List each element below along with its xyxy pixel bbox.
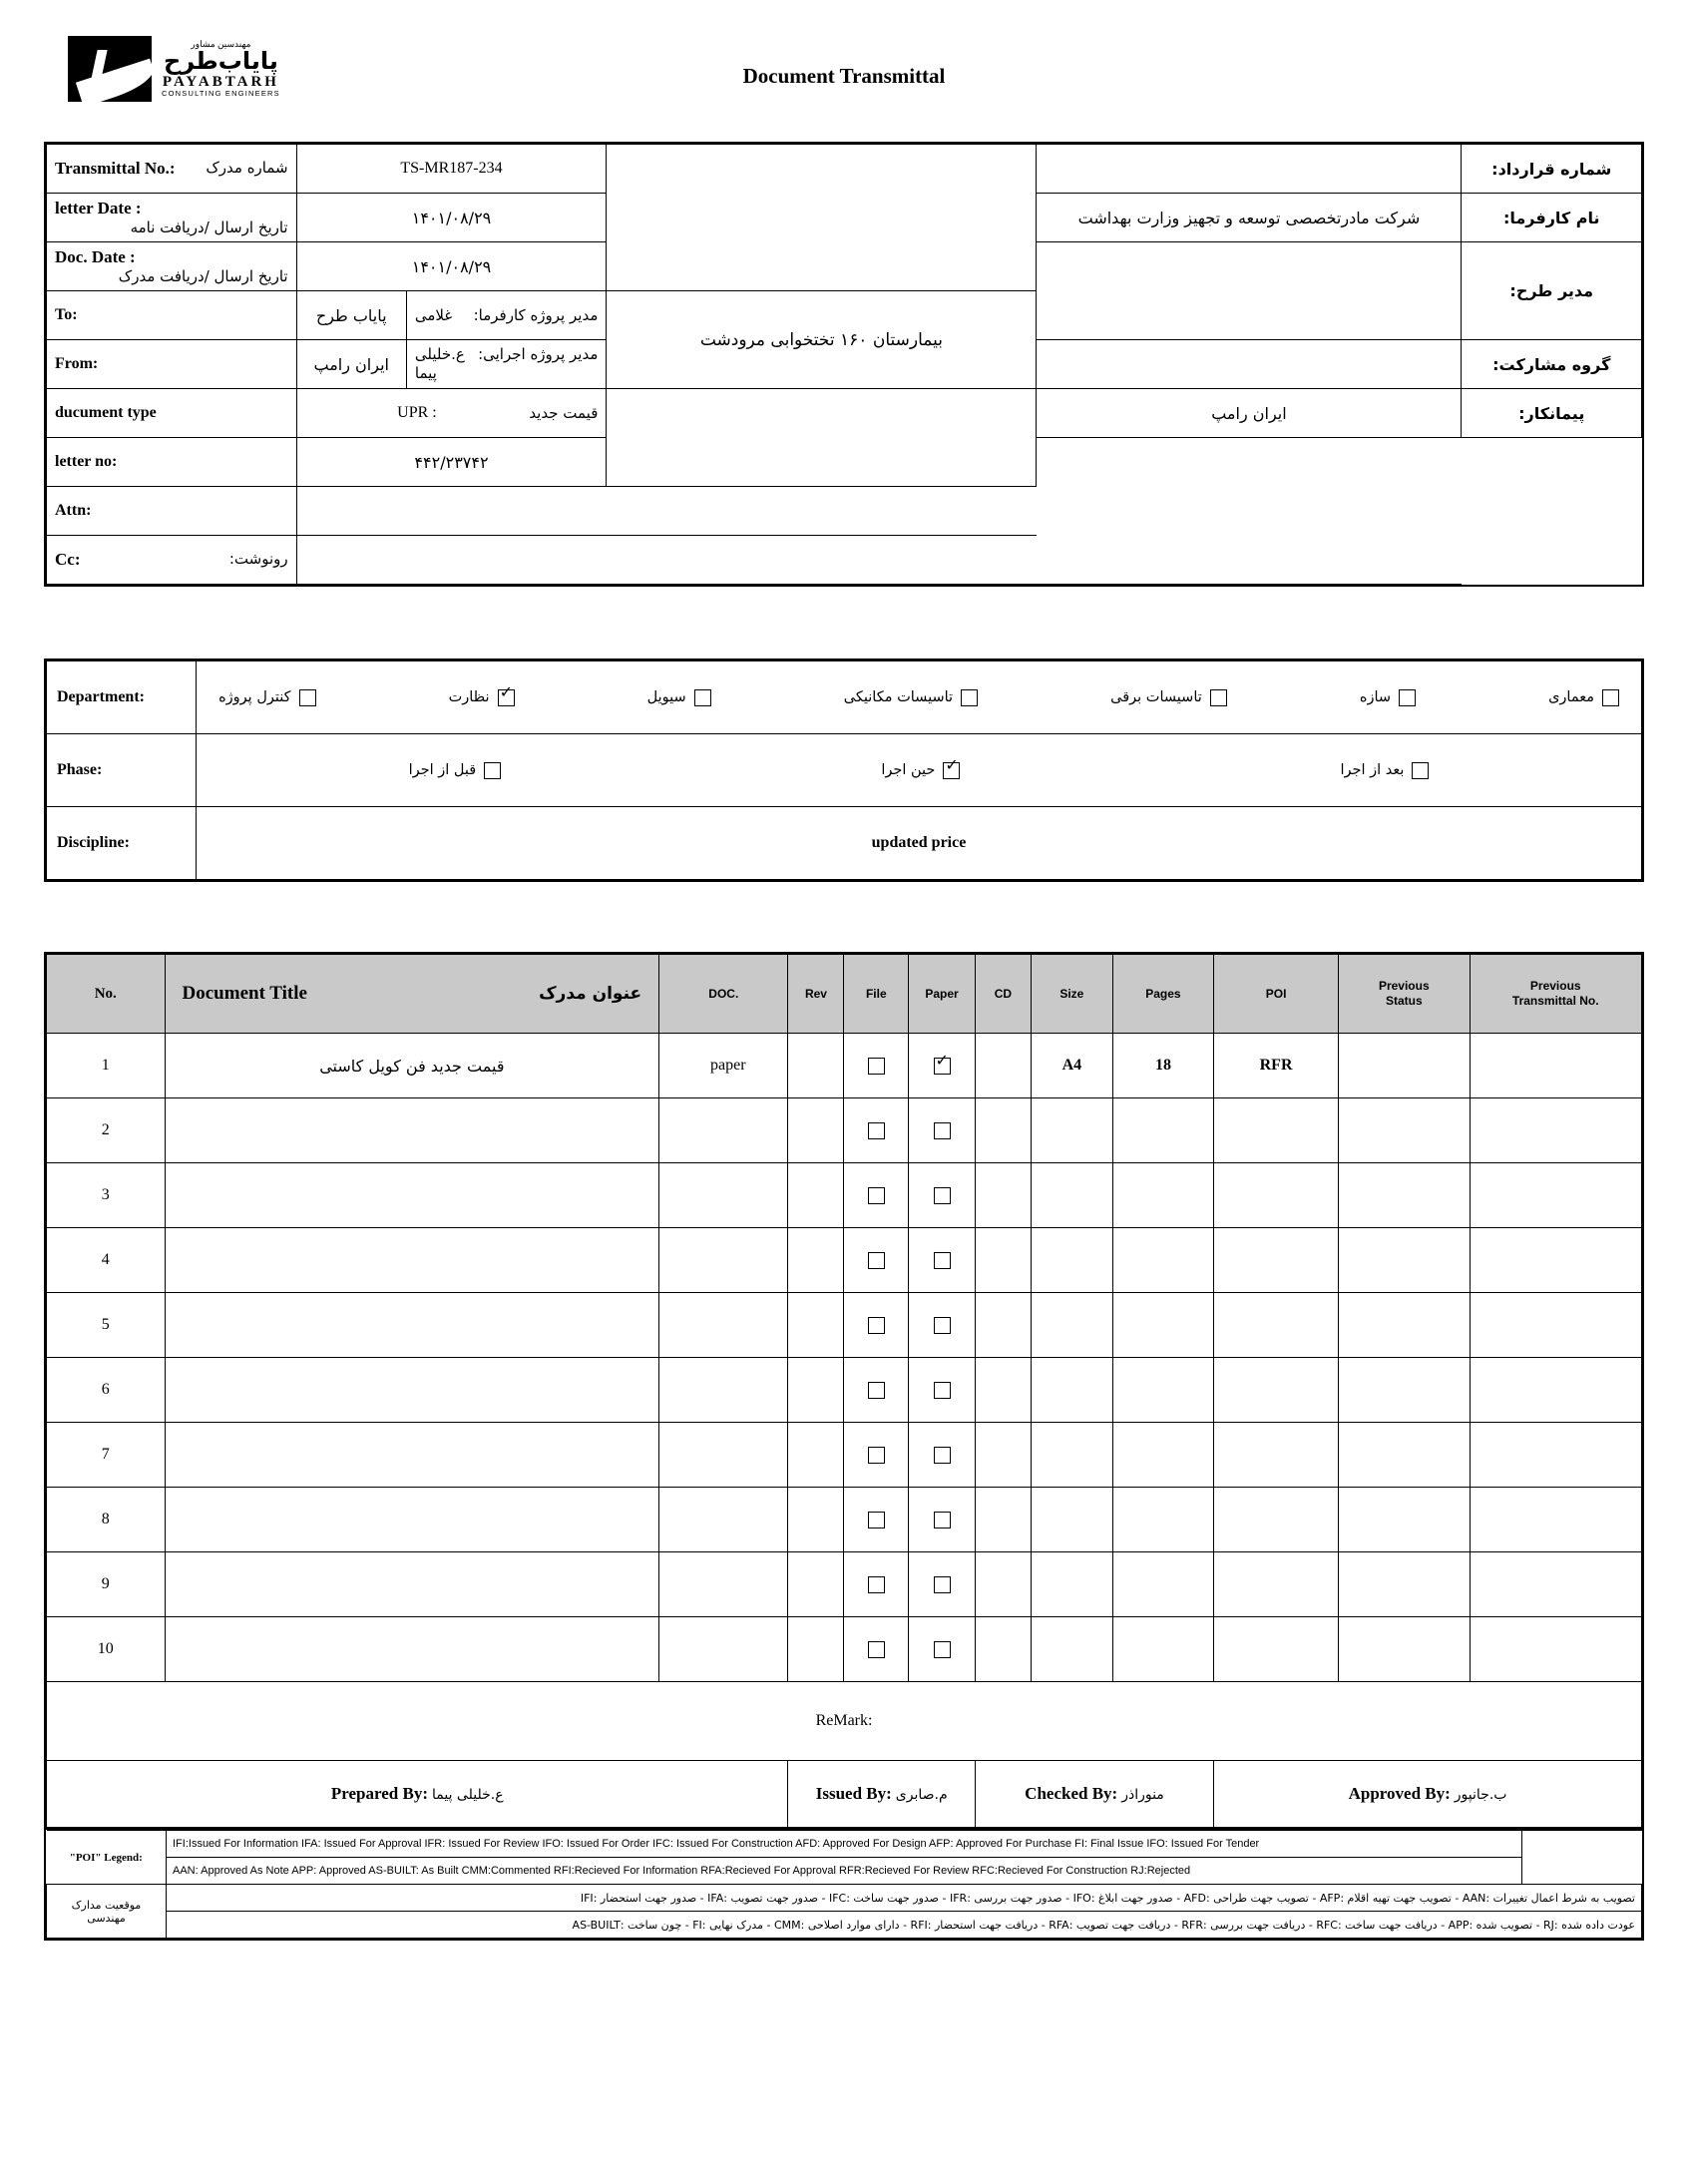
table-row — [47, 1228, 1642, 1293]
row-paper[interactable] — [909, 1552, 976, 1617]
project-manager-value — [1037, 242, 1462, 340]
row-cd — [975, 1163, 1031, 1228]
header-previous-status: Previous Status — [1339, 955, 1470, 1034]
employer-name-value: شرکت مادرتخصصی توسعه و تجهیز وزارت بهداشت — [1037, 194, 1462, 242]
dept-check-civil[interactable] — [647, 689, 711, 706]
row-paper[interactable] — [909, 1228, 976, 1293]
row-rev — [788, 1552, 844, 1617]
row-prev-status — [1339, 1034, 1470, 1098]
row-prev-transmittal — [1470, 1293, 1641, 1358]
row-poi — [1214, 1617, 1339, 1682]
row-title — [165, 1423, 659, 1488]
checkbox-icon[interactable] — [484, 762, 501, 779]
checkbox-icon[interactable] — [934, 1641, 951, 1658]
checkbox-icon[interactable] — [934, 1317, 951, 1334]
header-size: Size — [1031, 955, 1112, 1034]
row-cd — [975, 1552, 1031, 1617]
row-size: A4 — [1031, 1034, 1112, 1098]
row-title — [165, 1358, 659, 1423]
letter-date-value: ۱۴۰۱/۰۸/۲۹ — [296, 194, 607, 242]
phase-checkboxes — [197, 734, 1642, 807]
row-cd — [975, 1617, 1031, 1682]
row-paper[interactable] — [909, 1617, 976, 1682]
row-no: 9 — [47, 1552, 166, 1617]
legend-side-blank — [1522, 1831, 1642, 1885]
row-prev-status — [1339, 1293, 1470, 1358]
checkbox-icon[interactable] — [961, 689, 978, 706]
remark-cell — [47, 1682, 1642, 1761]
row-pages — [1112, 1423, 1213, 1488]
checkbox-icon[interactable] — [934, 1576, 951, 1593]
letter-no-value: ۴۴۲/۲۳۷۴۲ — [296, 438, 607, 487]
discipline-label: Discipline: — [47, 807, 197, 880]
phase-row — [47, 734, 1642, 807]
discipline-row — [47, 807, 1642, 880]
dept-label-electrical: تاسیسات برقی — [1110, 689, 1202, 705]
phase-label-after: بعد از اجرا — [1340, 762, 1405, 778]
row-poi — [1214, 1163, 1339, 1228]
checkbox-icon[interactable] — [934, 1382, 951, 1399]
legend-row — [47, 1912, 1642, 1939]
transmittal-no-label: Transmittal No.: شماره مدرک — [47, 145, 297, 194]
row-title — [165, 1552, 659, 1617]
row-prev-transmittal — [1470, 1034, 1641, 1098]
row-no: 4 — [47, 1228, 166, 1293]
row-no: 5 — [47, 1293, 166, 1358]
legend-line-3: تصویب به شرط اعمال تغییرات :AAN - تصویب جهت تهیه اقلام :AFP - تصویب جهت طراحی :AFD - صدور جهت ابلاغ :IFO - صدور جهت بررسی :IFR - صدور جهت ساخت :IFC - صدور جهت تصویب :IFA - صدور جهت استحضار :IFI — [167, 1885, 1642, 1912]
row-doc — [659, 1293, 788, 1358]
row-title: قیمت جدید فن کویل کاستی — [165, 1034, 659, 1098]
employer-pm-cell: مدیر پروژه کارفرما: غلامی — [406, 291, 607, 340]
checked-by-cell — [975, 1761, 1213, 1828]
legend-line-2: AAN: Approved As Note APP: Approved AS-BUILT: As Built CMM:Commented RFI:Recieved For Information RFA:Recieved For Approval RFR:Recieved For Review RFC:Recieved For Construction RJ:Rejected — [167, 1858, 1522, 1885]
attn-value — [296, 487, 1462, 536]
row-size — [1031, 1098, 1112, 1163]
row-title — [165, 1617, 659, 1682]
row-no: 6 — [47, 1358, 166, 1423]
approved-by-cell — [1214, 1761, 1642, 1828]
page-header — [44, 28, 1644, 136]
header-poi: POI — [1214, 955, 1339, 1034]
row-poi — [1214, 1293, 1339, 1358]
row-prev-status — [1339, 1098, 1470, 1163]
row-file[interactable] — [844, 1488, 909, 1552]
checkbox-icon[interactable] — [299, 689, 316, 706]
row-rev — [788, 1423, 844, 1488]
row-pages — [1112, 1488, 1213, 1552]
department-block — [44, 658, 1644, 882]
row-paper[interactable] — [909, 1098, 976, 1163]
row-size — [1031, 1228, 1112, 1293]
row-doc — [659, 1228, 788, 1293]
row-doc: paper — [659, 1034, 788, 1098]
checkbox-icon[interactable] — [868, 1058, 885, 1075]
logo-line-1: مهندسين مشاور — [191, 38, 251, 49]
checkbox-icon-checked[interactable] — [498, 689, 515, 706]
doc-date-value: ۱۴۰۱/۰۸/۲۹ — [296, 242, 607, 291]
checkbox-icon[interactable] — [1602, 689, 1619, 706]
row-rev — [788, 1293, 844, 1358]
header-file: File — [844, 955, 909, 1034]
header-no: No. — [47, 955, 166, 1034]
header-document-title — [165, 955, 659, 1034]
document-table-body — [47, 1034, 1642, 1828]
table-row — [47, 1423, 1642, 1488]
checkbox-icon[interactable] — [868, 1252, 885, 1269]
legend-line-1: IFI:Issued For Information IFA: Issued For Approval IFR: Issued For Review IFO: Issued For Order IFC: Issued For Construction AFD: Approved For Design AFP: Approved For Purchase FI: Final Issue IFO: Issued For Tender — [167, 1831, 1522, 1858]
checkbox-icon[interactable] — [934, 1252, 951, 1269]
row-cd — [975, 1423, 1031, 1488]
department-checkboxes — [197, 661, 1642, 734]
legend-side-label: موقعیت مدارک مهندسی — [47, 1885, 167, 1939]
row-paper[interactable] — [909, 1358, 976, 1423]
header-title-en: Document Title — [182, 983, 307, 1004]
attn-label: Attn: — [47, 487, 297, 536]
row-poi — [1214, 1552, 1339, 1617]
row-size — [1031, 1552, 1112, 1617]
phase-label-before: قبل از اجرا — [408, 762, 477, 778]
signature-row — [47, 1761, 1642, 1828]
cc-label: Cc: رونوشت: — [47, 536, 297, 585]
project-cell-bottom — [607, 389, 1037, 487]
header-title-fa: عنوان مدرک — [539, 984, 642, 1004]
row-file[interactable] — [844, 1358, 909, 1423]
row-doc — [659, 1552, 788, 1617]
row-poi: RFR — [1214, 1034, 1339, 1098]
row-prev-status — [1339, 1423, 1470, 1488]
approved-by-value: ب.جانپور — [1454, 1787, 1507, 1803]
row-doc — [659, 1488, 788, 1552]
row-title — [165, 1488, 659, 1552]
row-file[interactable] — [844, 1163, 909, 1228]
checkbox-icon[interactable] — [934, 1122, 951, 1139]
table-row — [47, 1488, 1642, 1552]
header-cd: CD — [975, 955, 1031, 1034]
row-no: 7 — [47, 1423, 166, 1488]
legend-title: "POI" Legend: — [47, 1831, 167, 1885]
row-prev-transmittal — [1470, 1423, 1641, 1488]
letter-date-label: letter Date : تاریخ ارسال /دریافت نامه — [47, 194, 297, 242]
dept-label-memari: معماری — [1548, 689, 1594, 705]
letter-no-label: letter no: — [47, 438, 297, 487]
issued-by-label: Issued By: — [815, 1784, 892, 1803]
row-pages — [1112, 1358, 1213, 1423]
row-prev-status — [1339, 1488, 1470, 1552]
dept-check-memari[interactable] — [1548, 689, 1619, 706]
dept-label-project-control: کنترل پروژه — [218, 689, 291, 705]
phase-check-after[interactable] — [1341, 762, 1430, 779]
row-rev — [788, 1034, 844, 1098]
row-pages — [1112, 1552, 1213, 1617]
dept-check-electrical[interactable] — [1110, 689, 1227, 706]
row-poi — [1214, 1488, 1339, 1552]
legend-row — [47, 1885, 1642, 1912]
row-pages — [1112, 1098, 1213, 1163]
prepared-by-value: ع.خلیلی پیما — [432, 1787, 504, 1803]
project-manager-label: مدیر طرح: — [1462, 242, 1642, 340]
row-no: 3 — [47, 1163, 166, 1228]
row-file[interactable] — [844, 1552, 909, 1617]
row-size — [1031, 1488, 1112, 1552]
checkbox-icon[interactable] — [868, 1122, 885, 1139]
checkbox-icon[interactable] — [934, 1512, 951, 1529]
row-prev-transmittal — [1470, 1617, 1641, 1682]
row-prev-status — [1339, 1552, 1470, 1617]
transmittal-info-block — [44, 142, 1644, 587]
row-file[interactable] — [844, 1228, 909, 1293]
logo-line-4: CONSULTING ENGINEERS — [162, 89, 280, 99]
row-poi — [1214, 1423, 1339, 1488]
row-no: 8 — [47, 1488, 166, 1552]
row-cd — [975, 1098, 1031, 1163]
row-file[interactable] — [844, 1293, 909, 1358]
row-size — [1031, 1617, 1112, 1682]
checkbox-icon[interactable] — [934, 1187, 951, 1204]
issued-by-value: م.صابری — [895, 1787, 948, 1803]
document-table-block — [44, 952, 1644, 1830]
document-table-header-row — [47, 955, 1642, 1034]
remark-row — [47, 1682, 1642, 1761]
row-rev — [788, 1163, 844, 1228]
checkbox-icon-checked[interactable] — [943, 762, 960, 779]
row-prev-status — [1339, 1617, 1470, 1682]
row-cd — [975, 1293, 1031, 1358]
row-cd — [975, 1358, 1031, 1423]
phase-checkbox-row — [207, 762, 1631, 779]
row-file[interactable] — [844, 1423, 909, 1488]
row-doc — [659, 1358, 788, 1423]
row-prev-transmittal — [1470, 1358, 1641, 1423]
legend-row — [47, 1831, 1642, 1858]
checkbox-icon[interactable] — [934, 1447, 951, 1464]
row-poi — [1214, 1358, 1339, 1423]
legend-line-4: عودت داده شده :RJ - تصویب شده :APP - دریافت جهت ساخت :RFC - دریافت جهت بررسی :RFR - دریافت جهت تصویب :RFA - دریافت جهت استحضار :RFI - دارای موارد اصلاحی :CMM - مدرک نهایی :FI - چون ساخت :AS-BUILT — [167, 1912, 1642, 1939]
to-label: To: — [47, 291, 297, 340]
table-row — [47, 1163, 1642, 1228]
row-cd — [975, 1034, 1031, 1098]
row-cd — [975, 1488, 1031, 1552]
dept-check-supervision[interactable] — [449, 689, 515, 706]
prepared-by-cell — [47, 1761, 788, 1828]
header-rev: Rev — [788, 955, 844, 1034]
issued-by-cell — [788, 1761, 975, 1828]
row-doc — [659, 1163, 788, 1228]
row-prev-status — [1339, 1358, 1470, 1423]
department-row — [47, 661, 1642, 734]
project-name: بیمارستان ۱۶۰ تختخوابی مرودشت — [607, 291, 1037, 389]
page-title: Document Transmittal — [742, 64, 946, 88]
row-no: 1 — [47, 1034, 166, 1098]
row-title — [165, 1163, 659, 1228]
table-row — [47, 1293, 1642, 1358]
contractor-value: ایران رامپ — [1037, 389, 1462, 438]
phase-label-during: حین اجرا — [881, 762, 936, 778]
row-doc — [659, 1423, 788, 1488]
row-prev-transmittal — [1470, 1163, 1641, 1228]
row-pages: 18 — [1112, 1034, 1213, 1098]
cc-value — [296, 536, 1462, 585]
table-row — [47, 1098, 1642, 1163]
checkbox-icon[interactable] — [868, 1382, 885, 1399]
checkbox-icon[interactable] — [868, 1447, 885, 1464]
phase-check-before[interactable] — [409, 762, 502, 779]
phase-label: Phase: — [47, 734, 197, 807]
header-previous-transmittal: Previous Transmittal No. — [1470, 955, 1641, 1034]
dept-label-civil: سیویل — [646, 689, 686, 705]
dept-label-mechanical: تاسیسات مکانیکی — [843, 689, 954, 705]
row-size — [1031, 1163, 1112, 1228]
discipline-value: updated price — [197, 807, 1642, 880]
table-row — [47, 1034, 1642, 1098]
dept-check-sazeh[interactable] — [1360, 689, 1416, 706]
checkbox-icon[interactable] — [868, 1317, 885, 1334]
transmittal-no-value: TS-MR187-234 — [296, 145, 607, 194]
table-row — [47, 1552, 1642, 1617]
dept-check-mechanical[interactable] — [844, 689, 978, 706]
prepared-by-label: Prepared By: — [330, 1784, 428, 1803]
doc-date-label: Doc. Date : تاریخ ارسال /دریافت مدرک — [47, 242, 297, 291]
contractor-label: پیمانکار: — [1462, 389, 1642, 438]
document-table — [46, 954, 1642, 1828]
checkbox-icon-checked[interactable] — [934, 1058, 951, 1075]
executive-pm-cell: مدیر پروژه اجرایی: ع.خلیلی پیما — [406, 340, 607, 389]
dept-label-supervision: نظارت — [448, 689, 490, 705]
project-cell — [607, 145, 1037, 291]
checked-by-value: منوراذر — [1121, 1787, 1164, 1803]
info-row — [47, 487, 1642, 536]
to-value: پایاب طرح — [296, 291, 406, 340]
row-pages — [1112, 1617, 1213, 1682]
department-checkbox-row — [207, 689, 1631, 706]
table-row — [47, 1358, 1642, 1423]
employer-name-label: نام کارفرما: — [1462, 194, 1642, 242]
row-title — [165, 1293, 659, 1358]
row-file[interactable] — [844, 1617, 909, 1682]
row-file[interactable] — [844, 1034, 909, 1098]
remark-label: ReMark: — [815, 1712, 873, 1729]
header-doc: DOC. — [659, 955, 788, 1034]
contract-no-value — [1037, 145, 1462, 194]
row-prev-status — [1339, 1228, 1470, 1293]
row-poi — [1214, 1228, 1339, 1293]
phase-check-during[interactable] — [881, 762, 960, 779]
row-doc — [659, 1098, 788, 1163]
row-paper[interactable] — [909, 1163, 976, 1228]
row-prev-transmittal — [1470, 1488, 1641, 1552]
partnership-group-value — [1037, 340, 1462, 389]
row-rev — [788, 1488, 844, 1552]
info-row — [47, 536, 1642, 585]
row-title — [165, 1228, 659, 1293]
checkbox-icon[interactable] — [868, 1576, 885, 1593]
row-paper[interactable] — [909, 1423, 976, 1488]
dept-label-sazeh: سازه — [1359, 689, 1392, 705]
row-size — [1031, 1358, 1112, 1423]
row-size — [1031, 1293, 1112, 1358]
poi-legend-block — [44, 1830, 1644, 1941]
row-prev-transmittal — [1470, 1098, 1641, 1163]
row-pages — [1112, 1293, 1213, 1358]
info-row — [47, 389, 1642, 438]
row-paper[interactable] — [909, 1488, 976, 1552]
logo-line-2: پایاب‌طرح — [163, 47, 278, 76]
partnership-group-label: گروه مشارکت: — [1462, 340, 1642, 389]
checkbox-icon[interactable] — [868, 1512, 885, 1529]
from-label: From: — [47, 340, 297, 389]
row-doc — [659, 1617, 788, 1682]
row-prev-transmittal — [1470, 1228, 1641, 1293]
row-prev-status — [1339, 1163, 1470, 1228]
checked-by-label: Checked By: — [1025, 1784, 1118, 1803]
row-no: 10 — [47, 1617, 166, 1682]
row-paper[interactable] — [909, 1034, 976, 1098]
row-rev — [788, 1617, 844, 1682]
row-paper[interactable] — [909, 1293, 976, 1358]
checkbox-icon[interactable] — [868, 1641, 885, 1658]
contract-no-label: شماره قرارداد: — [1462, 145, 1642, 194]
row-no: 2 — [47, 1098, 166, 1163]
department-label: Department: — [47, 661, 197, 734]
row-pages — [1112, 1163, 1213, 1228]
row-cd — [975, 1228, 1031, 1293]
checkbox-icon[interactable] — [1399, 689, 1416, 706]
dept-check-project-control[interactable] — [218, 689, 315, 706]
row-poi — [1214, 1098, 1339, 1163]
logo-line-3: PAYABTARH — [162, 73, 279, 90]
row-size — [1031, 1423, 1112, 1488]
header-pages: Pages — [1112, 955, 1213, 1034]
row-rev — [788, 1358, 844, 1423]
document-type-cell: UPR : قیمت جدید — [296, 389, 607, 438]
row-rev — [788, 1098, 844, 1163]
header-paper: Paper — [909, 955, 976, 1034]
info-row — [47, 145, 1642, 194]
row-file[interactable] — [844, 1098, 909, 1163]
row-prev-transmittal — [1470, 1552, 1641, 1617]
checkbox-icon[interactable] — [1412, 762, 1429, 779]
from-value: ایران رامپ — [296, 340, 406, 389]
legend-row — [47, 1858, 1642, 1885]
document-type-label: ducument type — [47, 389, 297, 438]
row-rev — [788, 1228, 844, 1293]
row-title — [165, 1098, 659, 1163]
checkbox-icon[interactable] — [868, 1187, 885, 1204]
table-row — [47, 1617, 1642, 1682]
row-pages — [1112, 1228, 1213, 1293]
checkbox-icon[interactable] — [694, 689, 711, 706]
checkbox-icon[interactable] — [1210, 689, 1227, 706]
approved-by-label: Approved By: — [1348, 1784, 1451, 1803]
